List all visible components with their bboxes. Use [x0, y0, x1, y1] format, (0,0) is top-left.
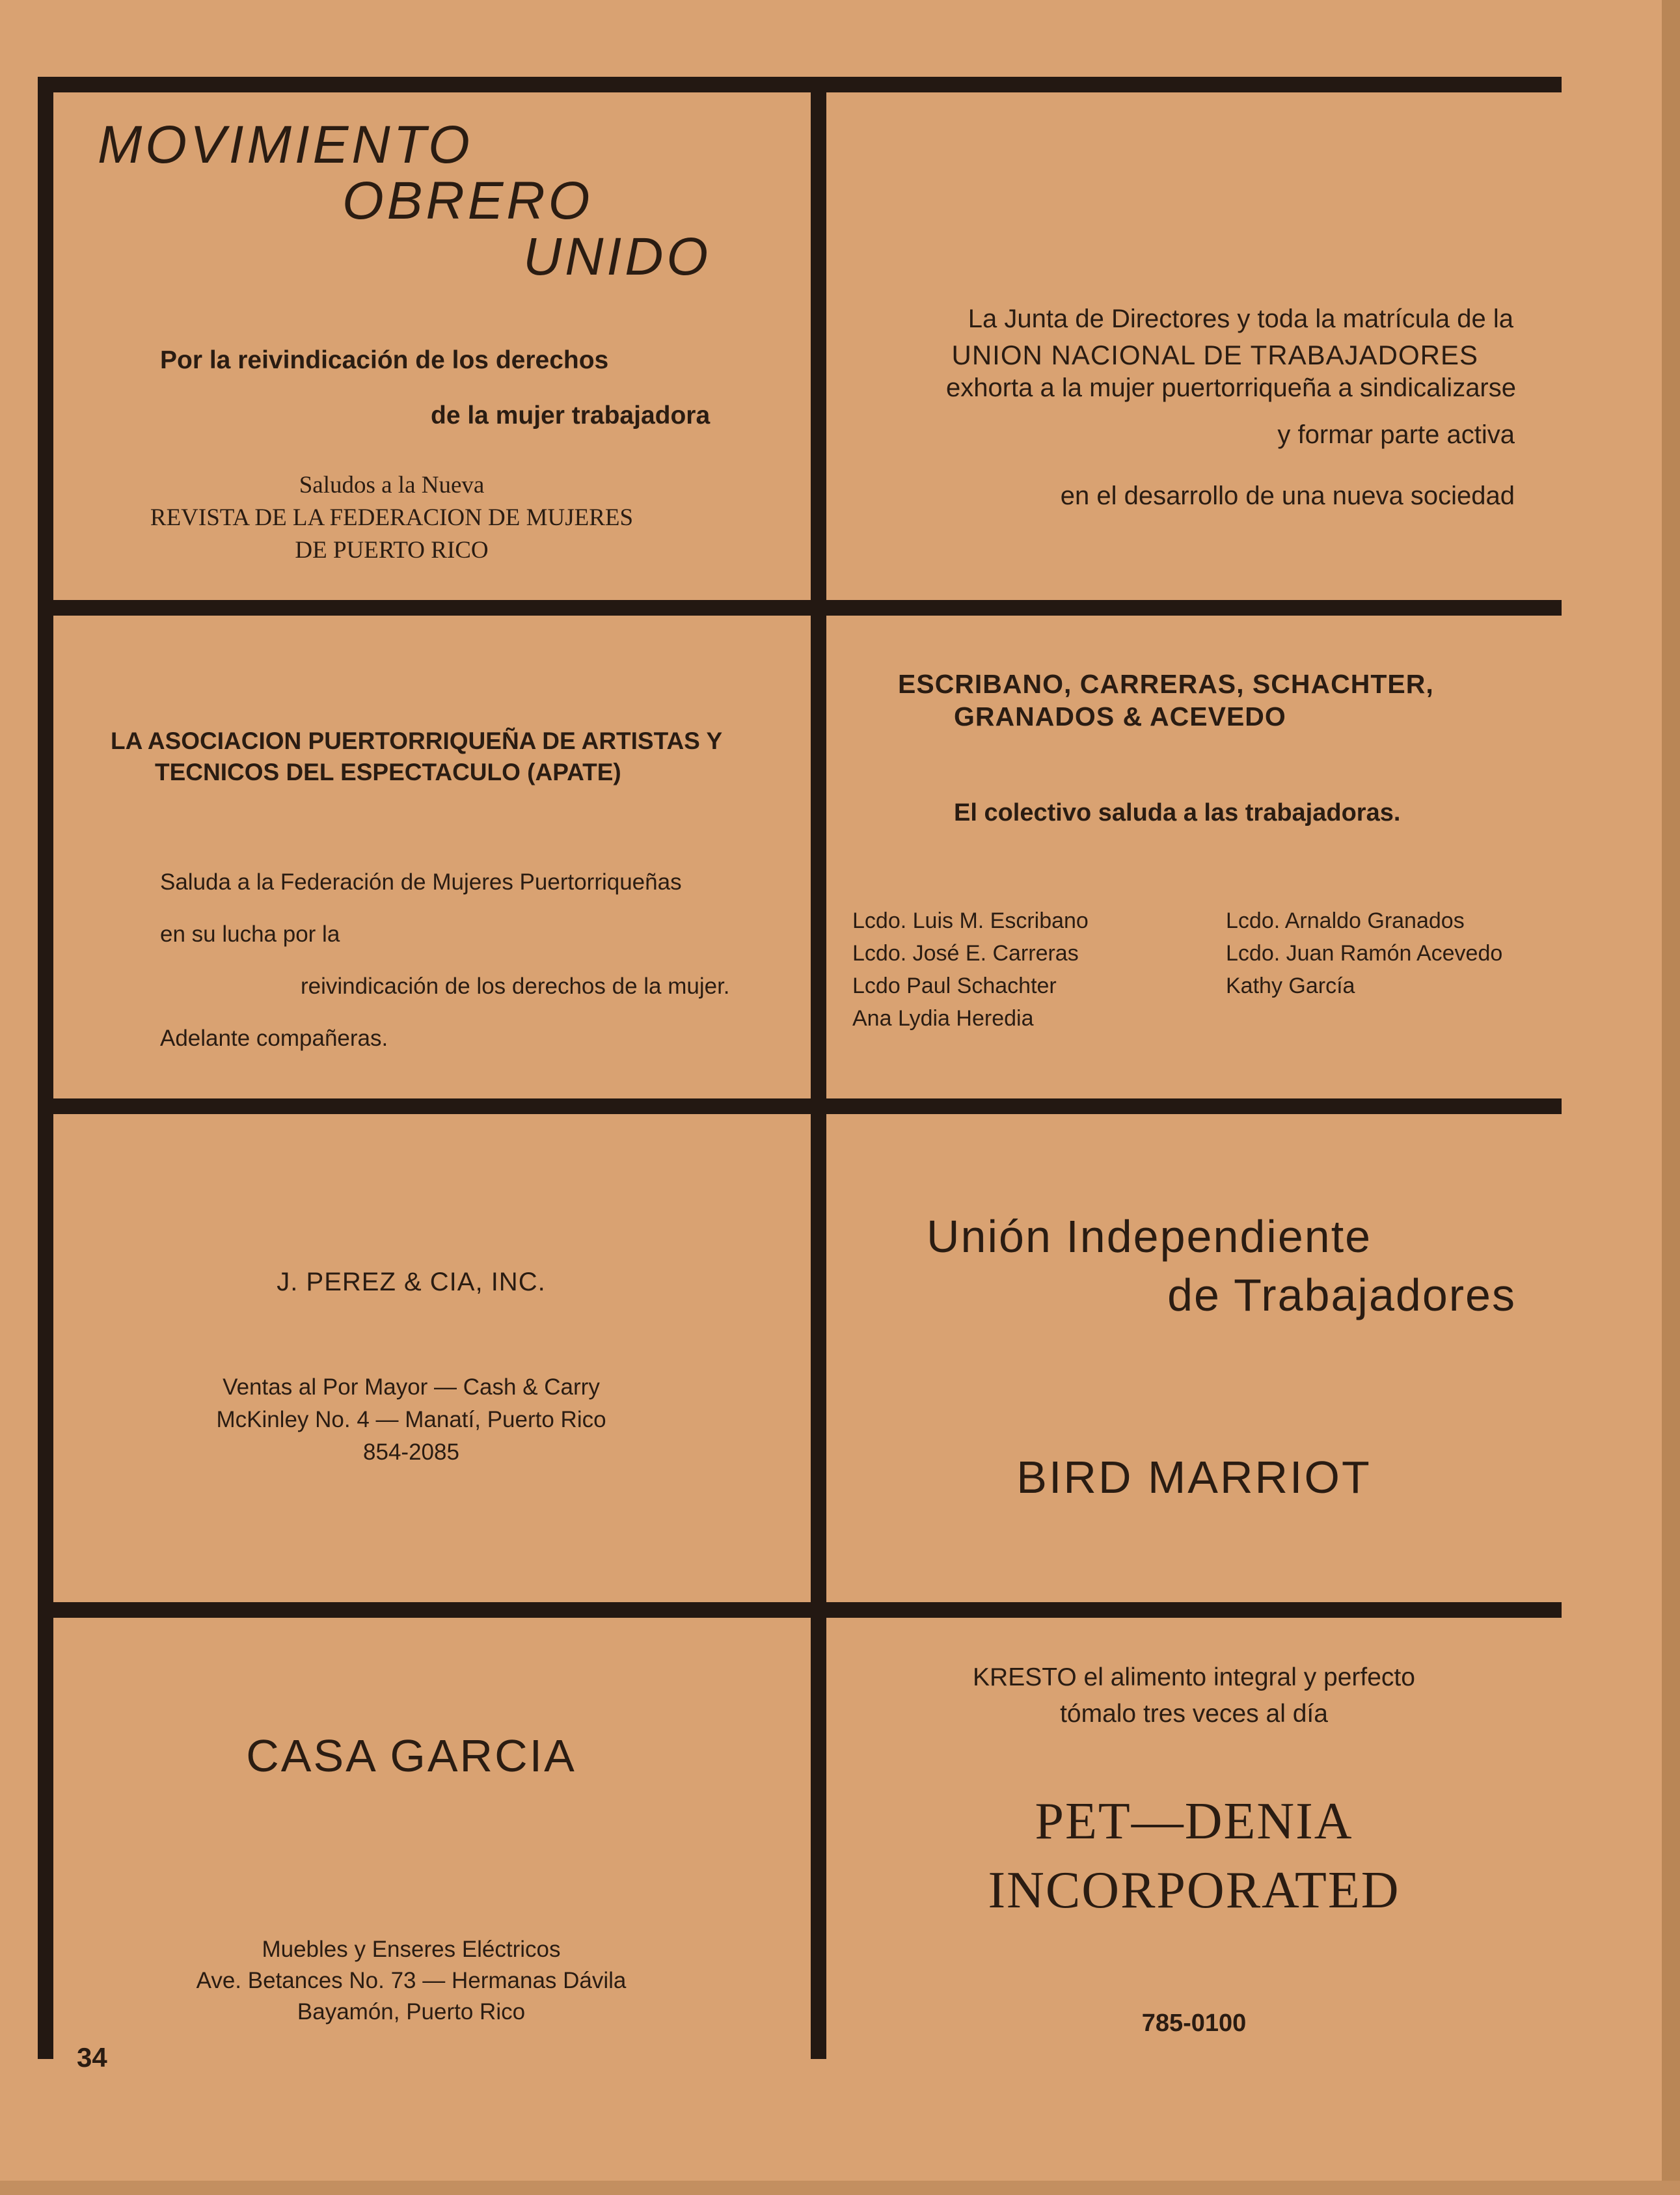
- ad4-heading-2: GRANADOS & ACEVEDO: [954, 702, 1286, 731]
- ad1-tagline-1: Por la reivindicación de los derechos: [160, 346, 609, 374]
- ad2-line-1: La Junta de Directores y toda la matrícula de la: [968, 305, 1513, 333]
- ad4-greeting: El colectivo saluda a las trabajadoras.: [954, 799, 1401, 826]
- ad1-title-line2: OBRERO: [342, 171, 593, 230]
- ad-grid-frame: [38, 77, 1562, 2059]
- ad3-heading-1: LA ASOCIACION PUERTORRIQUEÑA DE ARTISTAS Y: [111, 728, 723, 754]
- ad7-address-1: Muebles y Enseres Eléctricos: [262, 1937, 561, 1962]
- ad4-member: Ana Lydia Heredia: [852, 1006, 1034, 1031]
- ad3-body-4: Adelante compañeras.: [160, 1026, 388, 1051]
- ad1-salute-3: DE PUERTO RICO: [295, 537, 489, 564]
- ad-apate: [53, 616, 811, 1098]
- ad8-kresto-2: tómalo tres veces al día: [1060, 1700, 1328, 1728]
- ad3-heading-2: TECNICOS DEL ESPECTACULO (APATE): [155, 759, 621, 785]
- ad-movimiento-obrero-unido: [53, 92, 811, 600]
- ad-j-perez: [53, 1114, 811, 1602]
- ad4-heading-1: ESCRIBANO, CARRERAS, SCHACHTER,: [898, 669, 1434, 699]
- ad1-tagline-2: de la mujer trabajadora: [431, 402, 711, 429]
- page-edge-right: [1662, 0, 1680, 2195]
- ad-union-independiente: [826, 1114, 1562, 1602]
- ad-casa-garcia: [53, 1618, 811, 2088]
- ad2-line-4: y formar parte activa: [1277, 420, 1515, 449]
- ad6-union-line-2: de Trabajadores: [1167, 1270, 1516, 1320]
- ad7-name: CASA GARCIA: [246, 1730, 576, 1781]
- ad-union-nacional-trabajadores: [826, 92, 1562, 600]
- ad5-address-1: Ventas al Por Mayor — Cash & Carry: [223, 1374, 600, 1400]
- ad8-kresto-1: KRESTO el alimento integral y perfecto: [973, 1663, 1415, 1691]
- ad-pet-denia: [826, 1618, 1562, 2088]
- ad4-member: Kathy García: [1226, 974, 1355, 998]
- page-edge-bottom: [0, 2181, 1680, 2195]
- ad6-union-line-1: Unión Independiente: [927, 1211, 1372, 1262]
- ad1-salute-2: REVISTA DE LA FEDERACION DE MUJERES: [150, 504, 634, 531]
- ad1-title-line3: UNIDO: [523, 227, 712, 286]
- ad-law-collective: [826, 616, 1562, 1098]
- page-number: 34: [77, 2042, 107, 2073]
- ad2-line-5: en el desarrollo de una nueva sociedad: [1060, 482, 1515, 510]
- ad4-member: Lcdo. Arnaldo Granados: [1226, 908, 1465, 933]
- ad5-company-name: J. PEREZ & CIA, INC.: [277, 1268, 546, 1296]
- ad6-brand: BIRD MARRIOT: [1016, 1452, 1372, 1503]
- ad1-title-line1: MOVIMIENTO: [98, 115, 473, 174]
- ad3-body-1: Saluda a la Federación de Mujeres Puertorriqueñas: [160, 869, 682, 895]
- ad7-address-3: Bayamón, Puerto Rico: [297, 1999, 526, 2025]
- ad8-phone: 785-0100: [1141, 2010, 1247, 2037]
- ad8-company-2: INCORPORATED: [988, 1862, 1400, 1919]
- ad4-member: Lcdo Paul Schachter: [852, 974, 1057, 998]
- ad2-line-2: UNION NACIONAL DE TRABAJADORES: [951, 340, 1478, 370]
- ad8-company-1: PET—DENIA: [1035, 1793, 1353, 1850]
- ad4-member: Lcdo. Luis M. Escribano: [852, 908, 1089, 933]
- ad4-member: Lcdo. José E. Carreras: [852, 941, 1079, 966]
- ad3-body-2: en su lucha por la: [160, 921, 340, 947]
- ad5-phone: 854-2085: [363, 1439, 459, 1465]
- ad1-salute-1: Saludos a la Nueva: [299, 472, 485, 498]
- ad5-address-2: McKinley No. 4 — Manatí, Puerto Rico: [216, 1407, 606, 1432]
- ad7-address-2: Ave. Betances No. 73 — Hermanas Dávila: [196, 1968, 627, 1993]
- ad2-line-3: exhorta a la mujer puertorriqueña a sindicalizarse: [945, 374, 1516, 402]
- ad4-member: Lcdo. Juan Ramón Acevedo: [1226, 941, 1503, 966]
- ad3-body-3: reivindicación de los derechos de la mujer.: [301, 974, 730, 999]
